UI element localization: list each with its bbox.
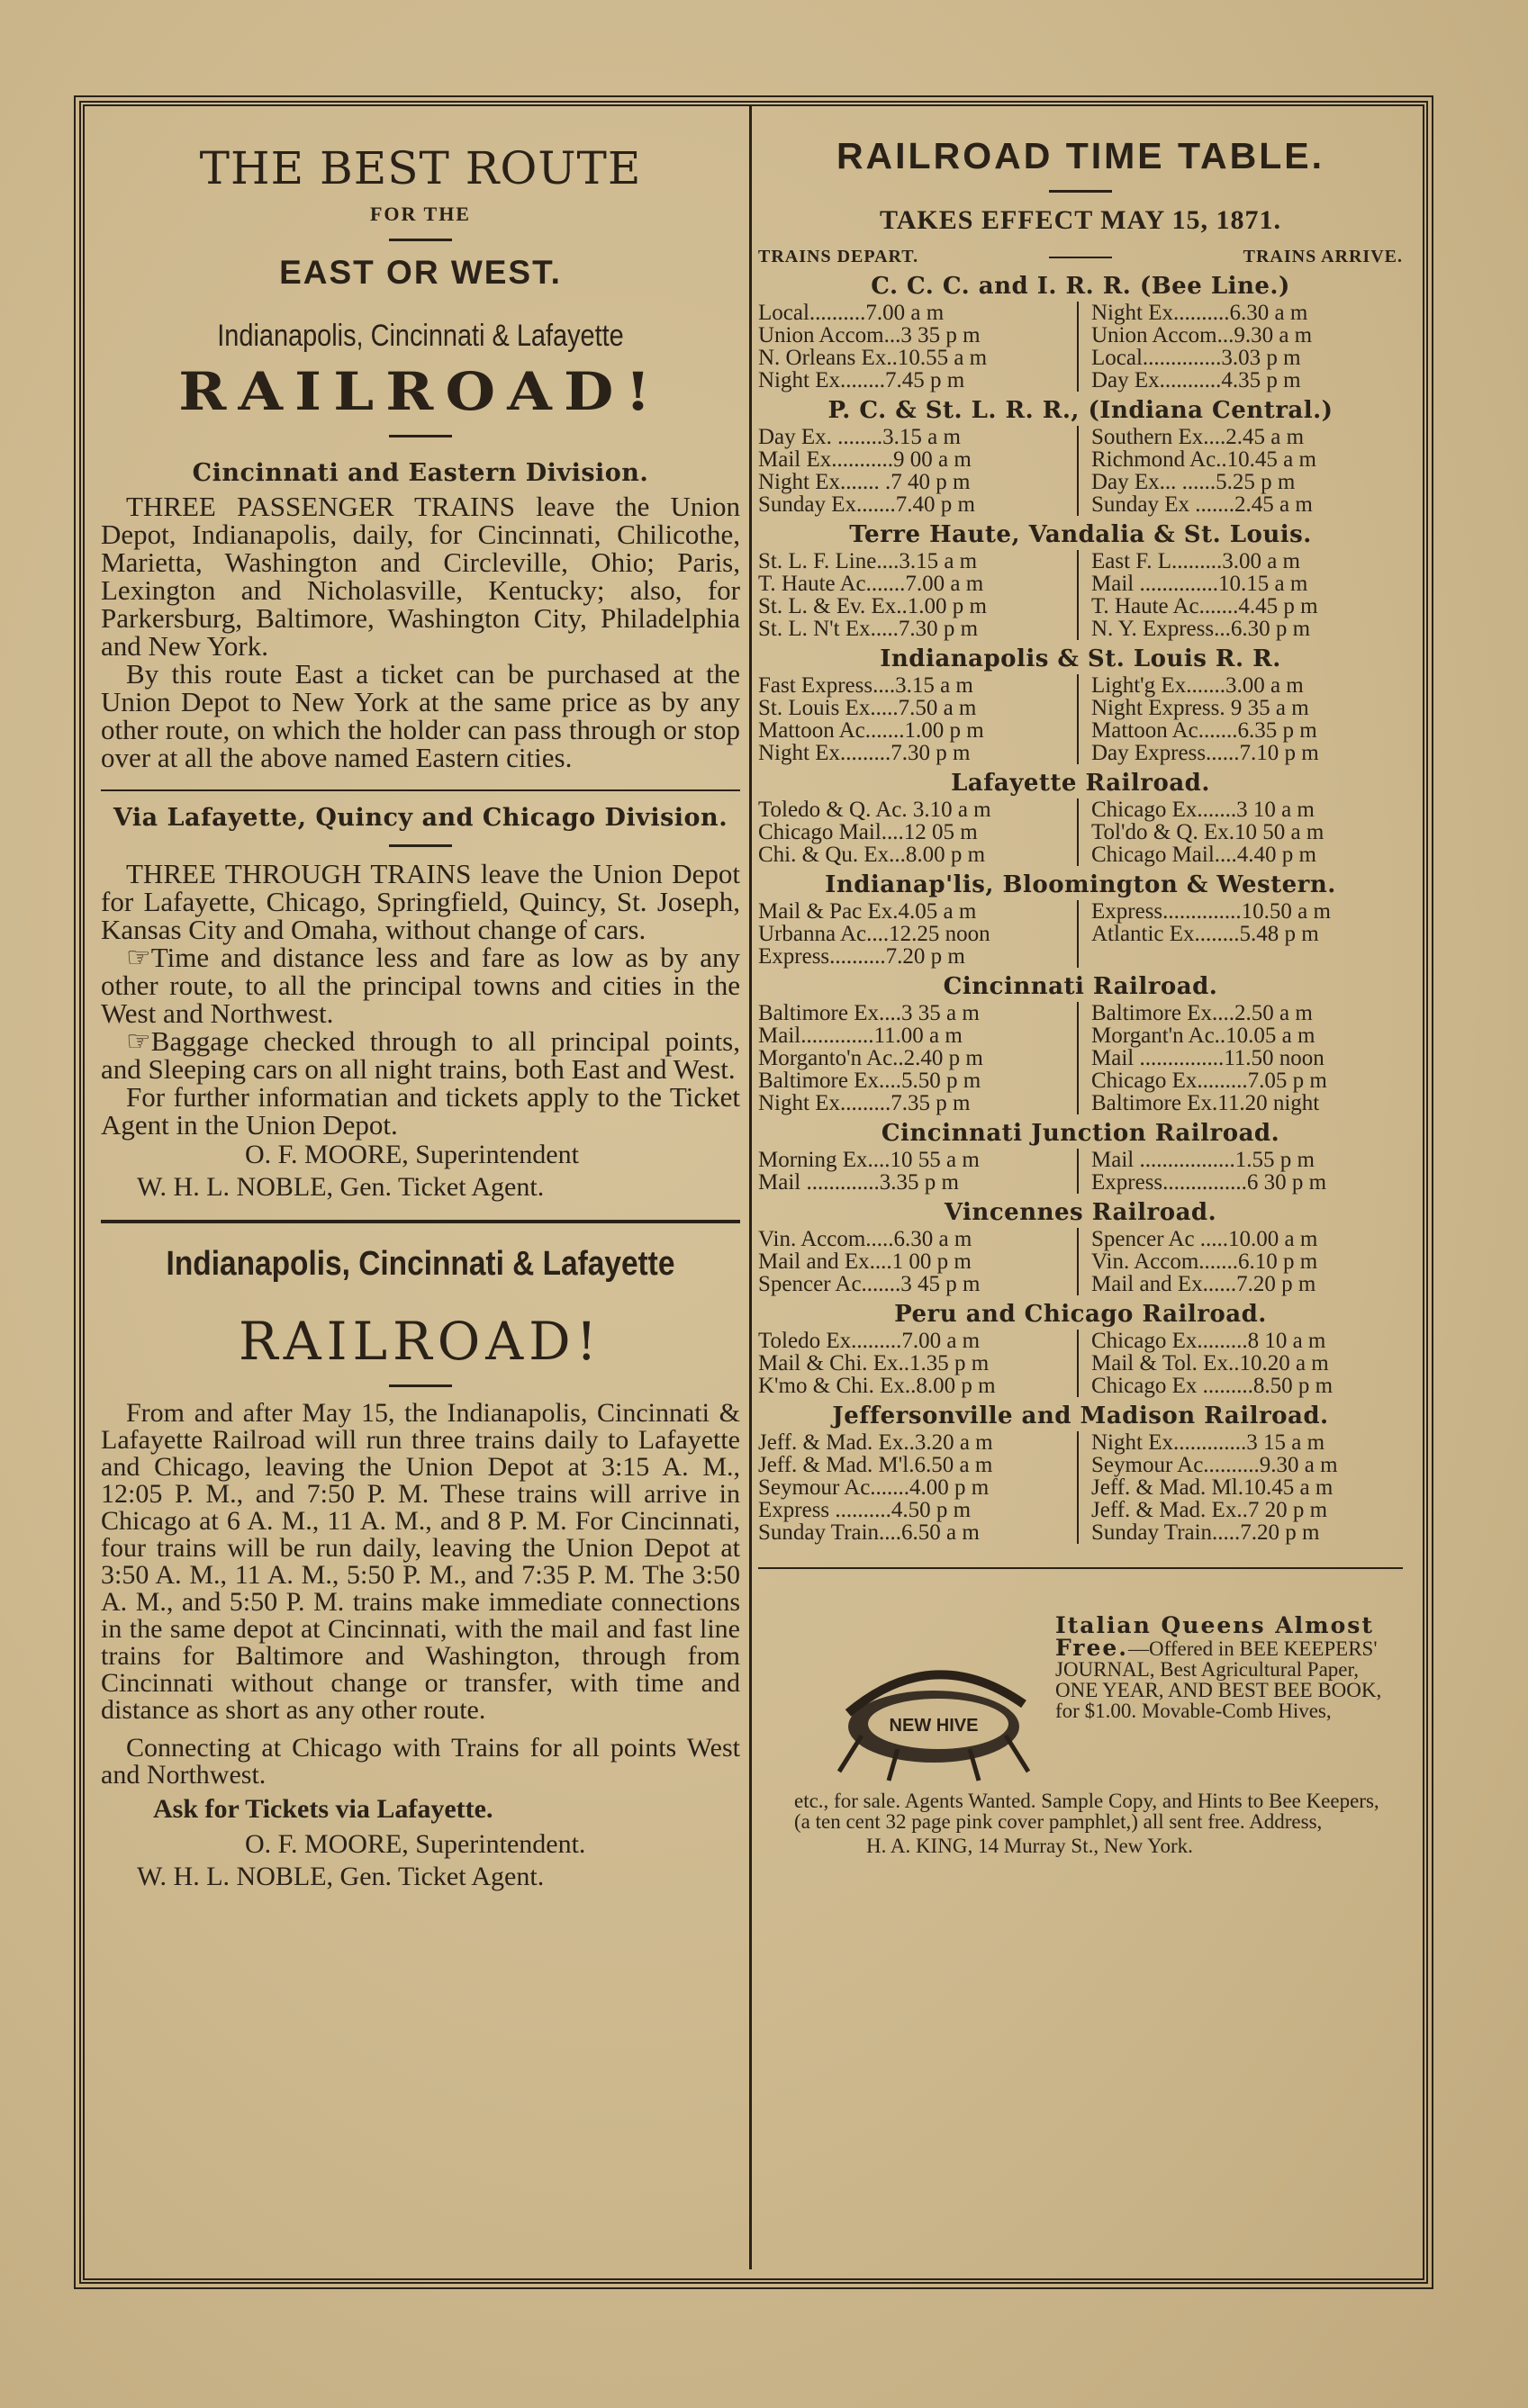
arrive-column (1079, 426, 1403, 516)
arrive-column (1079, 1330, 1403, 1397)
arrive-column (1079, 674, 1403, 764)
timetable-row: Tol'do & Q. Ex.10 50 a m (1091, 820, 1325, 844)
timetable-row: Baltimore Ex....3 35 a m (758, 1001, 980, 1025)
paragraph: THREE PASSENGER TRAINS leave the Union Depot, Indianapolis, daily, for Cincinnati, Chilicothe, Marietta, Washington and Circleville, Ohio; Paris, Lexington and Nicholasville, Kentucky; also, for Parkersburg, Baltimore, Washington City, Philadelphia and New York. (101, 491, 740, 662)
timetable-row: Mail & Pac Ex.4.05 a m (758, 899, 977, 924)
timetable-row: Chicago Mail....4.40 p m (1091, 843, 1316, 867)
railroad-name-2: Indianapolis, Cincinnati & Lafayette (166, 1245, 675, 1283)
timetable-row: N. Orleans Ex..10.55 a m (758, 346, 988, 370)
timetable-row: Vin. Accom.....6.30 a m (758, 1227, 972, 1251)
timetable-row: Union Accom...9.30 a m (1091, 323, 1313, 347)
arrive-column (1079, 1228, 1403, 1295)
timetable-row: Baltimore Ex....5.50 p m (758, 1069, 981, 1093)
left-column (101, 126, 740, 1893)
divider-rule (389, 1384, 452, 1387)
timetable-row: T. Haute Ac.......4.45 p m (1091, 594, 1318, 618)
timetable-row: Local..............3.03 p m (1091, 346, 1301, 370)
timetable-row: Night Ex........7.45 p m (758, 368, 965, 392)
timetable-row: Mail and Ex....1 00 p m (758, 1249, 972, 1274)
timetable-rows (758, 1002, 1403, 1114)
timetable-row: Mail and Ex......7.20 p m (1091, 1272, 1316, 1296)
timetable-section-title: Indianapolis & St. Louis R. R. (880, 645, 1281, 672)
timetable-row: Chi. & Qu. Ex...8.00 p m (758, 843, 986, 867)
timetable-row: Baltimore Ex.11.20 night (1091, 1091, 1320, 1115)
division-title-lafayette: Via Lafayette, Quincy and Chicago Division. (113, 804, 728, 832)
timetable-row: Baltimore Ex....2.50 a m (1091, 1001, 1313, 1025)
timetable-row: Night Ex..........6.30 a m (1091, 301, 1308, 325)
divider-rule (389, 844, 452, 847)
trains-arrive-label: TRAINS ARRIVE. (1243, 247, 1403, 266)
timetable-row: Sunday Ex .......2.45 a m (1091, 492, 1313, 517)
timetable-row: Mail & Chi. Ex..1.35 p m (758, 1351, 990, 1375)
section-rule (758, 1567, 1403, 1569)
timetable-row: Toledo & Q. Ac. 3.10 a m (758, 798, 991, 822)
timetable-section-title: Indianap'lis, Bloomington & Western. (825, 871, 1336, 898)
timetable-row: Morganto'n Ac..2.40 p m (758, 1046, 983, 1070)
timetable-row: Jeff. & Mad. Ex..7 20 p m (1091, 1498, 1328, 1522)
depart-column (758, 900, 1079, 968)
ad-address: H. A. KING, 14 Murray St., New York. (866, 1835, 1193, 1857)
effective-date: TAKES EFFECT MAY 15, 1871. (879, 205, 1282, 235)
timetable-row: Sunday Ex.......7.40 p m (758, 492, 975, 517)
trains-depart-label: TRAINS DEPART. (758, 247, 919, 266)
timetable-row: Spencer Ac .....10.00 a m (1091, 1227, 1318, 1251)
ad-headline: Italian Queens Almost Free. (1055, 1612, 1374, 1661)
paragraph: ☞Baggage checked through to all principal points, and Sleeping cars on all night trains, both East and West. (101, 1025, 740, 1085)
timetable-row: Mail.............11.00 a m (758, 1024, 963, 1048)
timetable-row: Richmond Ac..10.45 a m (1091, 447, 1316, 472)
superintendent-name: O. F. MOORE, Superintendent. (245, 1829, 586, 1859)
arrive-column (1079, 550, 1403, 640)
timetable-section-title: P. C. & St. L. R. R., (Indiana Central.) (827, 397, 1334, 424)
depart-column (758, 426, 1079, 516)
railroad-heading: RAILROAD! (178, 361, 663, 422)
section-rule (101, 1220, 740, 1223)
railroad-name: Indianapolis, Cincinnati & Lafayette (217, 319, 624, 353)
timetable-row: Union Accom...3 35 p m (758, 323, 981, 347)
timetable-row: East F. L.........3.00 a m (1091, 549, 1301, 573)
depart-column (758, 1330, 1079, 1397)
division-title-cincinnati: Cincinnati and Eastern Division. (192, 459, 649, 487)
depart-column (758, 1149, 1079, 1194)
paragraph: By this route East a ticket can be purchased at the Union Depot to New York at the same price as by any other route, on which the holder can pass through or stop over at all the above named Eastern cities. (101, 658, 740, 773)
timetable-row: Seymour Ac..........9.30 a m (1091, 1453, 1338, 1477)
timetable-row: T. Haute Ac.......7.00 a m (758, 572, 984, 596)
ticket-agent-name: W. H. L. NOBLE, Gen. Ticket Agent. (137, 1172, 545, 1202)
timetable-row: Atlantic Ex........5.48 p m (1091, 922, 1319, 946)
depart-column (758, 550, 1079, 640)
timetable-row: Mattoon Ac.......6.35 p m (1091, 718, 1317, 743)
ad-text-bottom (794, 1790, 1397, 1856)
timetable-row: Mail ...............11.50 noon (1091, 1046, 1325, 1070)
timetable-row: Express...............6 30 p m (1091, 1170, 1327, 1195)
arrive-column (1079, 798, 1403, 866)
timetable-rows (758, 1431, 1403, 1544)
divider-rule (389, 239, 452, 241)
paragraph: From and after May 15, the Indianapolis, Cincinnati & Lafayette Railroad will run three trains daily to Lafayette and Chicago, leaving the Union Depot at 3:15 A. M., 12:05 P. M., and 7:50 P. M. These trains will arrive in Chicago at 6 A. M., 11 A. M., and 8 P. M. For Cincinnati, four trains will be run daily, leaving the Union Depot at 3:50 A. M., 11 A. M., 5:50 P. M., and 7:35 P. M. The 3:50 A. M., and 5:50 P. M. trains make immediate connections in the same depot at Cincinnati, with the mail and fast line trains for Baltimore and Washington, through from Cincinnati without change or transfer, with time and distance as short as any other route. (101, 1398, 740, 1725)
ad-text (1055, 1614, 1397, 1721)
timetable-row: Chicago Ex.......3 10 a m (1091, 798, 1315, 822)
timetable-rows (758, 1228, 1403, 1295)
east-west-heading: EAST OR WEST. (279, 254, 562, 291)
timetable-section-title: Peru and Chicago Railroad. (894, 1301, 1267, 1328)
timetable-section-title: Vincennes Railroad. (944, 1199, 1217, 1226)
paragraph: ☞Time and distance less and fare as low as by any other route, to all the principal towns and cities in the West and Northwest. (101, 942, 740, 1029)
timetable-row: Chicago Ex.........7.05 p m (1091, 1069, 1327, 1093)
paragraph: For further informatian and tickets apply to the Ticket Agent in the Union Depot. (101, 1081, 740, 1141)
timetable-row: St. Louis Ex.....7.50 a m (758, 696, 977, 720)
divider-rule (389, 435, 452, 437)
timetable-sections (758, 273, 1403, 1544)
timetable-row: Mail .............3.35 p m (758, 1170, 959, 1195)
header-dash (1049, 257, 1112, 258)
timetable-row: Local..........7.00 a m (758, 301, 945, 325)
depart-arrive-header (758, 247, 1403, 267)
timetable-rows (758, 674, 1403, 764)
timetable-row: Day Ex... ......5.25 p m (1091, 470, 1296, 494)
timetable-row: Day Express......7.10 p m (1091, 741, 1319, 765)
timetable-row: Jeff. & Mad. M'l.6.50 a m (758, 1453, 993, 1477)
depart-column (758, 674, 1079, 764)
depart-column (758, 1431, 1079, 1544)
timetable-row: Night Ex....... .7 40 p m (758, 470, 971, 494)
division-body-lafayette (101, 860, 740, 1139)
superintendent-name: O. F. MOORE, Superintendent (245, 1140, 579, 1169)
timetable-row: Jeff. & Mad. Ml.10.45 a m (1091, 1475, 1334, 1500)
arrive-column (1079, 1002, 1403, 1114)
timetable-section-title: Jeffersonville and Madison Railroad. (832, 1402, 1329, 1429)
timetable-row: Mattoon Ac.......1.00 p m (758, 718, 984, 743)
timetable-row: K'mo & Chi. Ex..8.00 p m (758, 1374, 996, 1398)
timetable-row: Sunday Train.....7.20 p m (1091, 1520, 1320, 1545)
for-the-label: FOR THE (369, 203, 471, 225)
depart-column (758, 1002, 1079, 1114)
timetable-rows (758, 798, 1403, 866)
signature-block-2 (101, 1828, 740, 1893)
timetable-section-title: Cincinnati Railroad. (943, 973, 1218, 1000)
divider-rule (1049, 190, 1112, 193)
depart-column (758, 1228, 1079, 1295)
paragraph: Connecting at Chicago with Trains for all points West and Northwest. (101, 1733, 740, 1790)
timetable-row: Vin. Accom.......6.10 p m (1091, 1249, 1318, 1274)
arrive-column (1079, 1149, 1403, 1194)
timetable-row: Toledo Ex.........7.00 a m (758, 1329, 981, 1353)
arrive-column (1079, 900, 1403, 968)
timetable-row: Urbanna Ac....12.25 noon (758, 922, 990, 946)
timetable-rows (758, 426, 1403, 516)
timetable-row: Chicago Mail....12 05 m (758, 820, 978, 844)
timetable-row: Day Ex...........4.35 p m (1091, 368, 1301, 392)
timetable-row: Seymour Ac.......4.00 p m (758, 1475, 990, 1500)
timetable-rows (758, 302, 1403, 392)
timetable-row: Sunday Train....6.50 a m (758, 1520, 980, 1545)
timetable-rows (758, 900, 1403, 968)
depart-column (758, 302, 1079, 392)
timetable-title: RAILROAD TIME TABLE. (836, 135, 1325, 176)
right-column (758, 126, 1403, 1884)
timetable-row: Express ..........4.50 p m (758, 1498, 972, 1522)
bee-label: NEW HIVE (889, 1716, 979, 1736)
section-rule (101, 789, 740, 791)
timetable-row: Night Ex.........7.35 p m (758, 1091, 971, 1115)
timetable-section-title: Cincinnati Junction Railroad. (881, 1120, 1280, 1147)
timetable-row: Fast Express....3.15 a m (758, 673, 973, 698)
timetable-row: Light'g Ex.......3.00 a m (1091, 673, 1304, 698)
timetable-row: Mail ..............10.15 a m (1091, 572, 1308, 596)
timetable-row: Express..........7.20 p m (758, 944, 965, 969)
arrive-column (1079, 1431, 1403, 1544)
best-route-title: THE BEST ROUTE (199, 142, 642, 194)
timetable-row: Chicago Ex .........8.50 p m (1091, 1374, 1334, 1398)
timetable-row: Mail & Tol. Ex..10.20 a m (1091, 1351, 1329, 1375)
timetable-row: N. Y. Express...6.30 p m (1091, 617, 1311, 641)
timetable-row: Night Ex.........7.30 p m (758, 741, 971, 765)
timetable-row: Mail .................1.55 p m (1091, 1148, 1315, 1172)
timetable-row: Night Express. 9 35 a m (1091, 696, 1309, 720)
timetable-rows (758, 1330, 1403, 1397)
ad-line-1: —Offered in BEE KEEPERS' JOURNAL, Best Agricultural Paper, ONE YEAR, AND BEST BEE BOOK, for $1.00. Movable-Comb Hives, (1055, 1637, 1382, 1722)
timetable-rows (758, 550, 1403, 640)
timetable-row: St. L. N't Ex.....7.30 p m (758, 617, 979, 641)
timetable-row: St. L. F. Line....3.15 a m (758, 549, 978, 573)
division-body-cincinnati (101, 492, 740, 771)
signature-block (101, 1139, 740, 1204)
timetable-row: Express..............10.50 a m (1091, 899, 1331, 924)
paragraph: Ask for Tickets via Lafayette. (153, 1794, 493, 1824)
timetable-row: Mail Ex...........9 00 a m (758, 447, 972, 472)
ticket-agent-name: W. H. L. NOBLE, Gen. Ticket Agent. (137, 1862, 545, 1891)
timetable-section-title: Lafayette Railroad. (951, 770, 1210, 797)
timetable-row: Night Ex.............3 15 a m (1091, 1430, 1325, 1455)
timetable-row: Jeff. & Mad. Ex..3.20 a m (758, 1430, 993, 1455)
timetable-row: Spencer Ac.......3 45 p m (758, 1272, 981, 1296)
bee-illustration-icon (821, 1650, 1046, 1785)
depart-column (758, 798, 1079, 866)
timetable-row: Morning Ex....10 55 a m (758, 1148, 980, 1172)
column-divider (749, 106, 752, 2269)
timetable-rows (758, 1149, 1403, 1194)
timetable-section-title: C. C. C. and I. R. R. (Bee Line.) (871, 273, 1290, 300)
timetable-row: Morgant'n Ac..10.05 a m (1091, 1024, 1316, 1048)
timetable-row: St. L. & Ev. Ex..1.00 p m (758, 594, 987, 618)
timetable-row: Chicago Ex.........8 10 a m (1091, 1329, 1326, 1353)
ad-line-2: etc., for sale. Agents Wanted. Sample Copy, and Hints to Bee Keepers, (a ten cent 32 page pink cover pamphlet,) all sent free. Address, (794, 1790, 1379, 1833)
timetable-row: Day Ex. ........3.15 a m (758, 425, 961, 449)
bee-advertisement (758, 1614, 1403, 1884)
railroad-heading-2: RAILROAD! (239, 1311, 602, 1372)
arrive-column (1079, 302, 1403, 392)
paragraph: THREE THROUGH TRAINS leave the Union Depot for Lafayette, Chicago, Springfield, Quincy, St. Joseph, Kansas City and Omaha, without change of cars. (101, 858, 740, 945)
timetable-section-title: Terre Haute, Vandalia & St. Louis. (849, 521, 1312, 548)
timetable-row: Southern Ex....2.45 a m (1091, 425, 1305, 449)
schedule-notice (101, 1400, 740, 1823)
